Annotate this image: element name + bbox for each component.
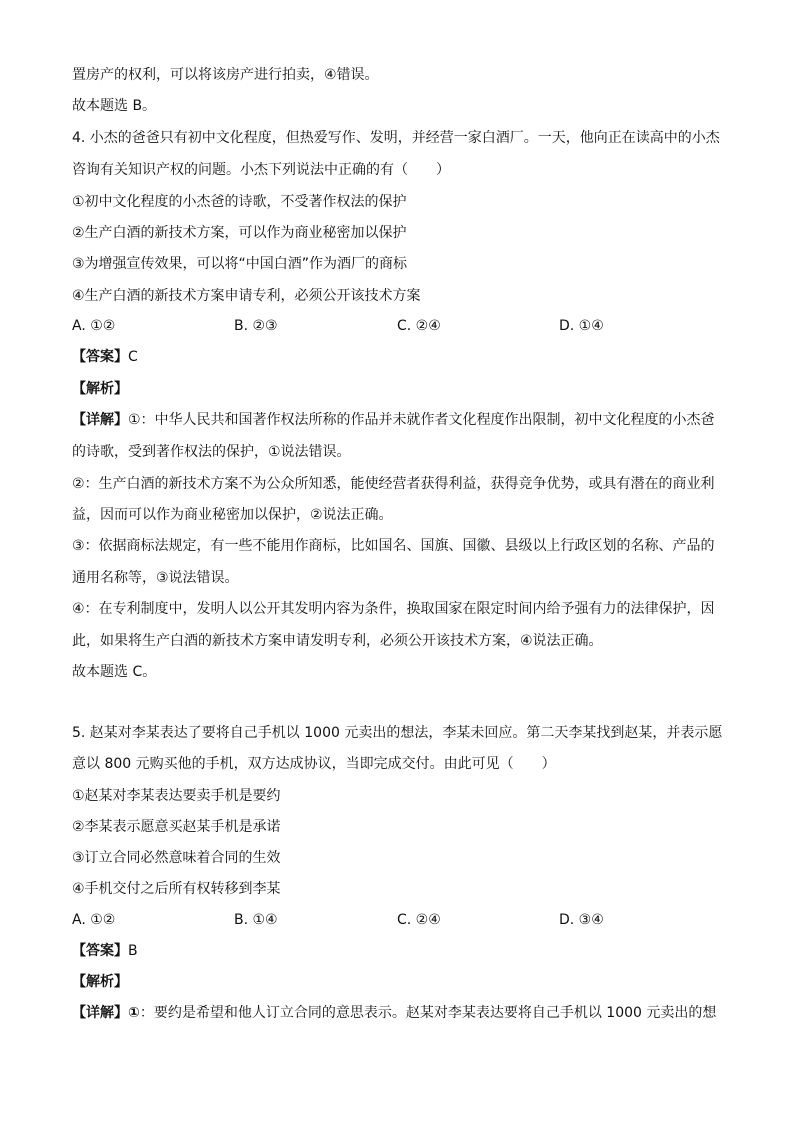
detail-text: ③：依据商标法规定，有一些不能用作商标，比如国名、国旗、国徽、县级以上行政区划的名称、产品的 (72, 538, 715, 554)
question-5-statement-1: ①赵某对李某表达要卖手机是要约 (72, 788, 281, 804)
question-4-statement-1: ①初中文化程度的小杰爸的诗歌，不受著作权法的保护 (72, 194, 407, 210)
answer-value: B (128, 943, 138, 959)
analysis-tag: 【解析】 (72, 381, 128, 397)
option-c: C. ②④ (397, 318, 441, 334)
detail-text: ：要约是希望和他人订立合同的意思表示。赵某对李某表达要将自己手机以 1000 元卖出的想 (139, 1005, 717, 1021)
option-c: C. ②④ (397, 912, 441, 928)
option-b: B. ①④ (234, 912, 278, 928)
detail-tag: 【详解】 (72, 412, 128, 428)
question-5-answer (72, 941, 732, 961)
question-5-analysis (72, 972, 732, 992)
question-4-statement-2: ②生产白酒的新技术方案，可以作为商业秘密加以保护 (72, 225, 407, 241)
question-4-statement-4: ④生产白酒的新技术方案申请专利，必须公开该技术方案 (72, 288, 421, 304)
detail-conclusion: 故本题选 C。 (72, 664, 157, 680)
question-5-statement-2: ②李某表示愿意买赵某手机是承诺 (72, 819, 281, 835)
question-5-statement-4: ④手机交付之后所有权转移到李某 (72, 881, 281, 897)
option-a: A. ①② (72, 912, 116, 928)
detail-text: 通用名称等，③说法错误。 (72, 570, 239, 586)
question-5-stem: 5. 赵某对李某表达了要将自己手机以 1000 元卖出的想法，李某未回应。第二天李某找到赵某，并表示愿 (72, 725, 723, 741)
option-b: B. ②③ (234, 318, 278, 334)
question-4-statement-3: ③为增强宣传效果，可以将“中国白酒”作为酒厂的商标 (72, 256, 408, 272)
detail-tag: 【详解】 (72, 1005, 128, 1021)
option-a: A. ①② (72, 318, 116, 334)
question-4-detail (72, 410, 732, 430)
detail-text: ②：生产白酒的新技术方案不为公众所知悉，能使经营者获得利益，获得竞争优势，或具有潜在的商业利 (72, 476, 715, 492)
question-5-detail (72, 1003, 732, 1023)
text-line: 故本题选 B。 (72, 98, 157, 114)
detail-text: 的诗歌，受到著作权法的保护，①说法错误。 (72, 444, 351, 460)
answer-value: C (128, 349, 138, 365)
detail-text: 益，因而可以作为商业秘密加以保护，②说法正确。 (72, 507, 393, 523)
question-4-answer (72, 347, 732, 367)
answer-tag: 【答案】 (72, 943, 128, 959)
question-4-options (72, 316, 732, 336)
text-line: 置房产的权利，可以将该房产进行拍卖，④错误。 (72, 67, 379, 83)
option-d: D. ③④ (559, 912, 604, 928)
detail-text: ④：在专利制度中，发明人以公开其发明内容为条件，换取国家在限定时间内给予强有力的法律保护，因 (72, 601, 715, 617)
detail-text: 此，如果将生产白酒的新技术方案申请发明专利，必须公开该技术方案，④说法正确。 (72, 633, 603, 649)
question-4-stem: 4. 小杰的爸爸只有初中文化程度，但热爱写作、发明，并经营一家白酒厂。一天，他向正在读高中的小杰 (72, 130, 720, 146)
detail-marker: ① (128, 1005, 140, 1021)
question-4-stem: 咨询有关知识产权的问题。小杰下列说法中正确的有（ ） (72, 162, 450, 178)
question-4-analysis (72, 379, 732, 399)
analysis-tag: 【解析】 (72, 974, 128, 990)
detail-text: ①：中华人民共和国著作权法所称的作品并未就作者文化程度作出限制，初中文化程度的小杰爸 (128, 412, 715, 428)
question-5-stem: 意以 800 元购买他的手机，双方达成协议，当即完成交付。由此可见（ ） (72, 756, 556, 772)
option-d: D. ①④ (559, 318, 604, 334)
question-5-statement-3: ③订立合同必然意味着合同的生效 (72, 850, 281, 866)
answer-tag: 【答案】 (72, 349, 128, 365)
question-5-options (72, 910, 732, 930)
